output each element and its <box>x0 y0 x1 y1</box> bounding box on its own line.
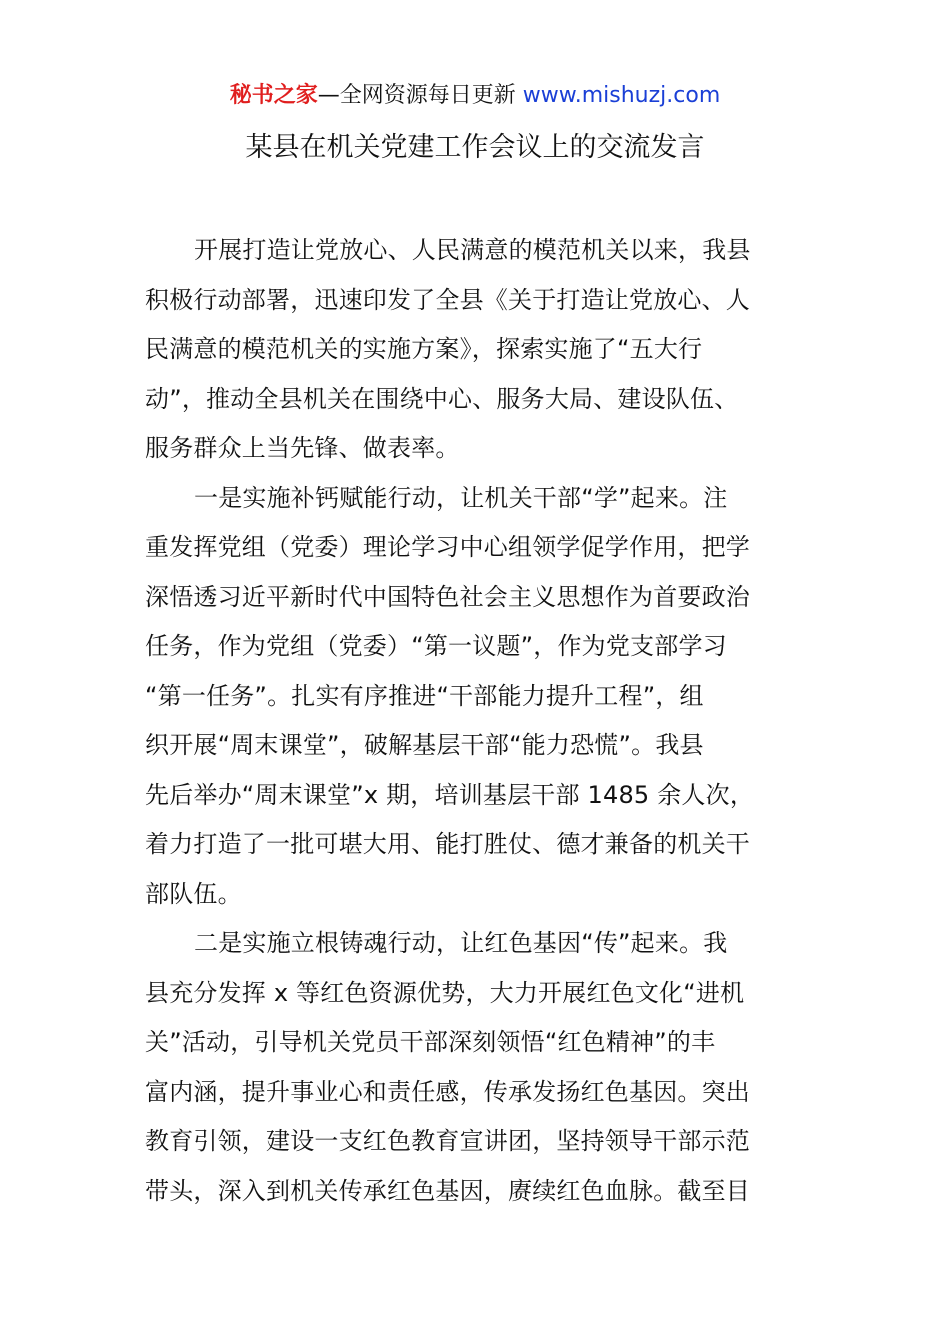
text-line: 开展打造让党放心、人民满意的模范机关以来，我县 <box>194 236 751 264</box>
paragraph-intro <box>145 226 805 474</box>
text-line: 县充分发挥 x 等红色资源优势，大力开展红色文化“进机 <box>145 978 745 1007</box>
text-line: 重发挥党组（党委）理论学习中心组领学促学作用，把学 <box>145 533 750 561</box>
document-body <box>145 226 805 1216</box>
text-line: 任务，作为党组（党委）“第一议题”，作为党支部学习 <box>145 632 727 660</box>
text-line: 深悟透习近平新时代中国特色社会主义思想作为首要政治 <box>145 582 750 611</box>
site-tagline: —全网资源每日更新 <box>317 83 523 108</box>
text-line: 着力打造了一批可堪大用、能打胜仗、德才兼备的机关干 <box>145 830 750 858</box>
text-line: “第一任务”。扎实有序推进“干部能力提升工程”，组 <box>145 681 704 710</box>
site-header <box>0 80 950 112</box>
document-title: 某县在机关党建工作会议上的交流发言 <box>245 132 705 163</box>
text-line: 二是实施立根铸魂行动，让红色基因“传”起来。我 <box>194 929 728 957</box>
text-line: 民满意的模范机关的实施方案》，探索实施了“五大行 <box>145 335 703 363</box>
text-line: 一是实施补钙赋能行动，让机关干部“学”起来。注 <box>194 483 728 512</box>
site-url-link[interactable]: www.mishuzj.com <box>522 83 721 108</box>
text-line: 服务群众上当先锋、做表率。 <box>145 434 460 462</box>
text-line: 织开展“周末课堂”，破解基层干部“能力恐慌”。我县 <box>145 731 704 759</box>
text-line: 关”活动，引导机关党员干部深刻领悟“红色精神”的丰 <box>145 1028 716 1056</box>
text-line: 富内涵，提升事业心和责任感，传承发扬红色基因。突出 <box>145 1077 750 1106</box>
text-line: 教育引领，建设一支红色教育宣讲团，坚持领导干部示范 <box>145 1127 750 1155</box>
text-line: 动”，推动全县机关在围绕中心、服务大局、建设队伍、 <box>145 384 739 413</box>
paragraph-second-action <box>145 919 805 1216</box>
text-line: 带头，深入到机关传承红色基因，赓续红色血脉。截至目 <box>145 1176 750 1205</box>
paragraph-first-action <box>145 474 805 920</box>
text-line: 先后举办“周末课堂”x 期，培训基层干部 1485 余人次， <box>145 780 755 809</box>
text-line: 积极行动部署，迅速印发了全县《关于打造让党放心、人 <box>145 285 750 314</box>
site-name: 秘书之家 <box>229 83 318 108</box>
text-line: 部队伍。 <box>145 879 242 908</box>
